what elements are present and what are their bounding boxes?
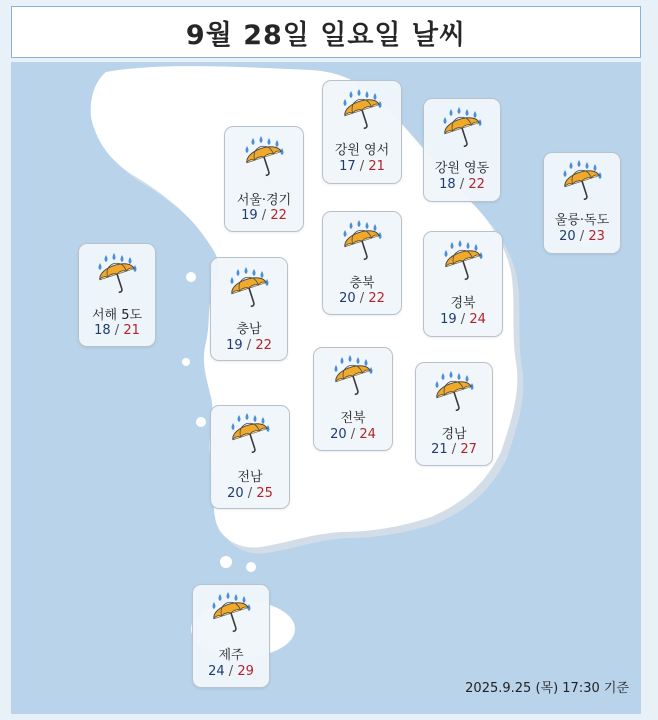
max-temp: 22 <box>270 208 287 223</box>
region-temps: 20 / 22 <box>339 291 385 306</box>
region-temps: 20 / 25 <box>227 486 273 501</box>
region-temps: 17 / 21 <box>339 159 385 174</box>
rain-umbrella-icon <box>227 266 271 310</box>
region-name: 서울·경기 <box>236 193 292 208</box>
min-temp: 20 <box>339 291 356 306</box>
min-temp: 20 <box>559 229 576 244</box>
rain-umbrella-icon <box>242 135 286 179</box>
min-temp: 19 <box>241 208 258 223</box>
rain-umbrella-icon <box>340 88 384 132</box>
max-temp: 27 <box>460 442 477 457</box>
region-card-jeonbuk[interactable] <box>313 347 393 451</box>
region-temps: 19 / 22 <box>226 338 272 353</box>
region-name: 충남 <box>236 322 262 337</box>
max-temp: 22 <box>255 338 272 353</box>
timestamp-footer: 2025.9.25 (목) 17:30 기준 <box>465 681 629 696</box>
region-card-seohae[interactable] <box>78 243 156 347</box>
rain-umbrella-icon <box>95 252 139 296</box>
region-card-chungbuk[interactable] <box>322 211 402 315</box>
region-card-jeonnam[interactable] <box>210 405 290 509</box>
region-name: 충북 <box>349 276 375 291</box>
region-temps: 19 / 22 <box>241 208 287 223</box>
region-name: 경남 <box>441 427 467 442</box>
max-temp: 21 <box>123 323 140 338</box>
region-name: 제주 <box>218 648 244 663</box>
min-temp: 18 <box>439 177 456 192</box>
region-card-gangwon-yeongdong[interactable] <box>423 98 501 202</box>
region-temps: 19 / 24 <box>440 312 486 327</box>
region-name: 전남 <box>237 470 263 485</box>
region-name: 전북 <box>340 411 366 426</box>
rain-umbrella-icon <box>209 591 253 635</box>
max-temp: 24 <box>469 312 486 327</box>
max-temp: 24 <box>359 427 376 442</box>
max-temp: 23 <box>588 229 605 244</box>
region-name: 서해 5도 <box>91 308 143 323</box>
region-temps: 24 / 29 <box>208 664 254 679</box>
region-name: 강원 영서 <box>334 143 390 158</box>
region-name: 울릉·독도 <box>554 213 610 228</box>
region-card-gyeongnam[interactable] <box>415 362 493 466</box>
max-temp: 25 <box>256 486 273 501</box>
region-card-seoul-gyeonggi[interactable] <box>224 126 304 232</box>
region-card-gangwon-yeongseo[interactable] <box>322 80 402 184</box>
max-temp: 21 <box>368 159 385 174</box>
max-temp: 22 <box>368 291 385 306</box>
region-temps: 20 / 23 <box>559 229 605 244</box>
min-temp: 21 <box>431 442 448 457</box>
min-temp: 19 <box>226 338 243 353</box>
min-temp: 20 <box>330 427 347 442</box>
rain-umbrella-icon <box>441 239 485 283</box>
rain-umbrella-icon <box>432 370 476 414</box>
min-temp: 17 <box>339 159 356 174</box>
max-temp: 22 <box>468 177 485 192</box>
min-temp: 18 <box>94 323 111 338</box>
rain-umbrella-icon <box>440 106 484 150</box>
rain-umbrella-icon <box>340 219 384 263</box>
rain-umbrella-icon <box>331 354 375 398</box>
min-temp: 19 <box>440 312 457 327</box>
min-temp: 24 <box>208 664 225 679</box>
region-name: 경북 <box>450 296 476 311</box>
region-card-gyeongbuk[interactable] <box>423 231 503 337</box>
region-card-chungnam[interactable] <box>210 257 288 361</box>
page-title: 9월 28일 일요일 날씨 <box>185 19 467 51</box>
min-temp: 20 <box>227 486 244 501</box>
region-card-jeju[interactable] <box>192 584 270 688</box>
region-temps: 18 / 21 <box>94 323 140 338</box>
rain-umbrella-icon <box>228 412 272 456</box>
region-temps: 21 / 27 <box>431 442 477 457</box>
max-temp: 29 <box>237 664 254 679</box>
region-name: 강원 영동 <box>434 161 490 176</box>
region-temps: 20 / 24 <box>330 427 376 442</box>
region-temps: 18 / 22 <box>439 177 485 192</box>
region-card-ulleung-dokdo[interactable] <box>543 152 621 254</box>
rain-umbrella-icon <box>560 159 604 203</box>
title-bar <box>11 6 641 58</box>
